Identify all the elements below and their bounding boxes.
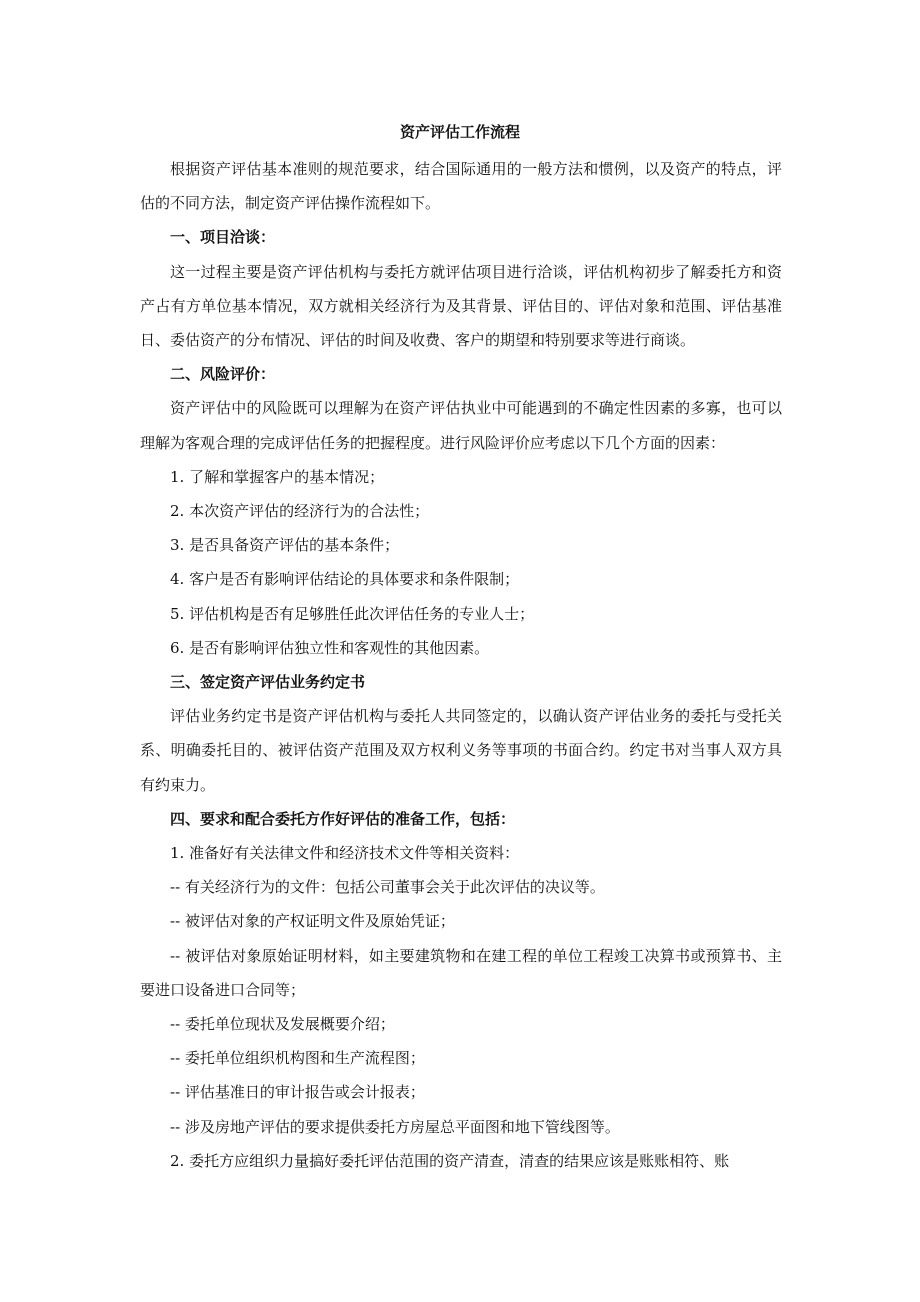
section-1-text: 这一过程主要是资产评估机构与委托方就评估项目进行洽谈，评估机构初步了解委托方和资产占有方单位基本情况，双方就相关经济行为及其背景、评估目的、评估对象和范围、评估基准日、委估资产的分布情况、评估的时间及收费、客户的期望和特别要求等进行商谈。 [140, 262, 782, 350]
document-title: 资产评估工作流程 [399, 123, 520, 141]
list-item: 4. 客户是否有影响评估结论的具体要求和条件限制； [170, 570, 520, 589]
section-3-heading: 三、签定资产评估业务约定书 [170, 673, 366, 692]
sub-list-item: -- 委托单位组织机构图和生产流程图； [170, 1049, 425, 1068]
list-item: 1. 准备好有关法律文件和经济技术文件等相关资料： [170, 844, 520, 863]
section-2-heading: 二、风险评价： [170, 365, 276, 384]
sub-list-item: -- 被评估对象原始证明材料，如主要建筑物和在建工程的单位工程竣工决算书或预算书、主要进口设备进口合同等； [140, 946, 782, 999]
list-item: 1. 了解和掌握客户的基本情况； [170, 467, 385, 486]
sub-list-item: -- 有关经济行为的文件：包括公司董事会关于此次评估的决议等。 [170, 878, 605, 897]
section-3-text: 评估业务约定书是资产评估机构与委托人共同签定的，以确认资产评估业务的委托与受托关系、明确委托目的、被评估资产范围及双方权利义务等事项的书面合约。约定书对当事人双方具有约束力。 [140, 707, 782, 794]
list-item: 2. 委托方应组织力量搞好委托评估范围的资产清查，清查的结果应该是账账相符、账 [170, 1151, 730, 1170]
list-item: 5. 评估机构是否有足够胜任此次评估任务的专业人士； [170, 604, 535, 623]
sub-list-item: -- 委托单位现状及发展概要介绍； [170, 1015, 395, 1034]
section-1-heading: 一、项目洽谈： [170, 228, 276, 247]
section-2-text: 资产评估中的风险既可以理解为在资产评估执业中可能遇到的不确定性因素的多寡，也可以理解为客观合理的完成评估任务的把握程度。进行风险评价应考虑以下几个方面的因素： [140, 399, 782, 452]
section-4-heading: 四、要求和配合委托方作好评估的准备工作，包括： [170, 809, 516, 828]
list-item: 2. 本次资产评估的经济行为的合法性； [170, 502, 430, 521]
intro-paragraph: 根据资产评估基本准则的规范要求，结合国际通用的一般方法和惯例，以及资产的特点，评估的不同方法，制定资产评估操作流程如下。 [140, 160, 782, 213]
sub-list-item: -- 被评估对象的产权证明文件及原始凭证； [170, 912, 455, 931]
list-item: 6. 是否有影响评估独立性和客观性的其他因素。 [170, 638, 490, 657]
sub-list-item: -- 评估基准日的审计报告或会计报表； [170, 1083, 425, 1102]
sub-list-item: -- 涉及房地产评估的要求提供委托方房屋总平面图和地下管线图等。 [170, 1117, 620, 1136]
document-body [140, 152, 782, 1178]
list-item: 3. 是否具备资产评估的基本条件； [170, 536, 400, 555]
